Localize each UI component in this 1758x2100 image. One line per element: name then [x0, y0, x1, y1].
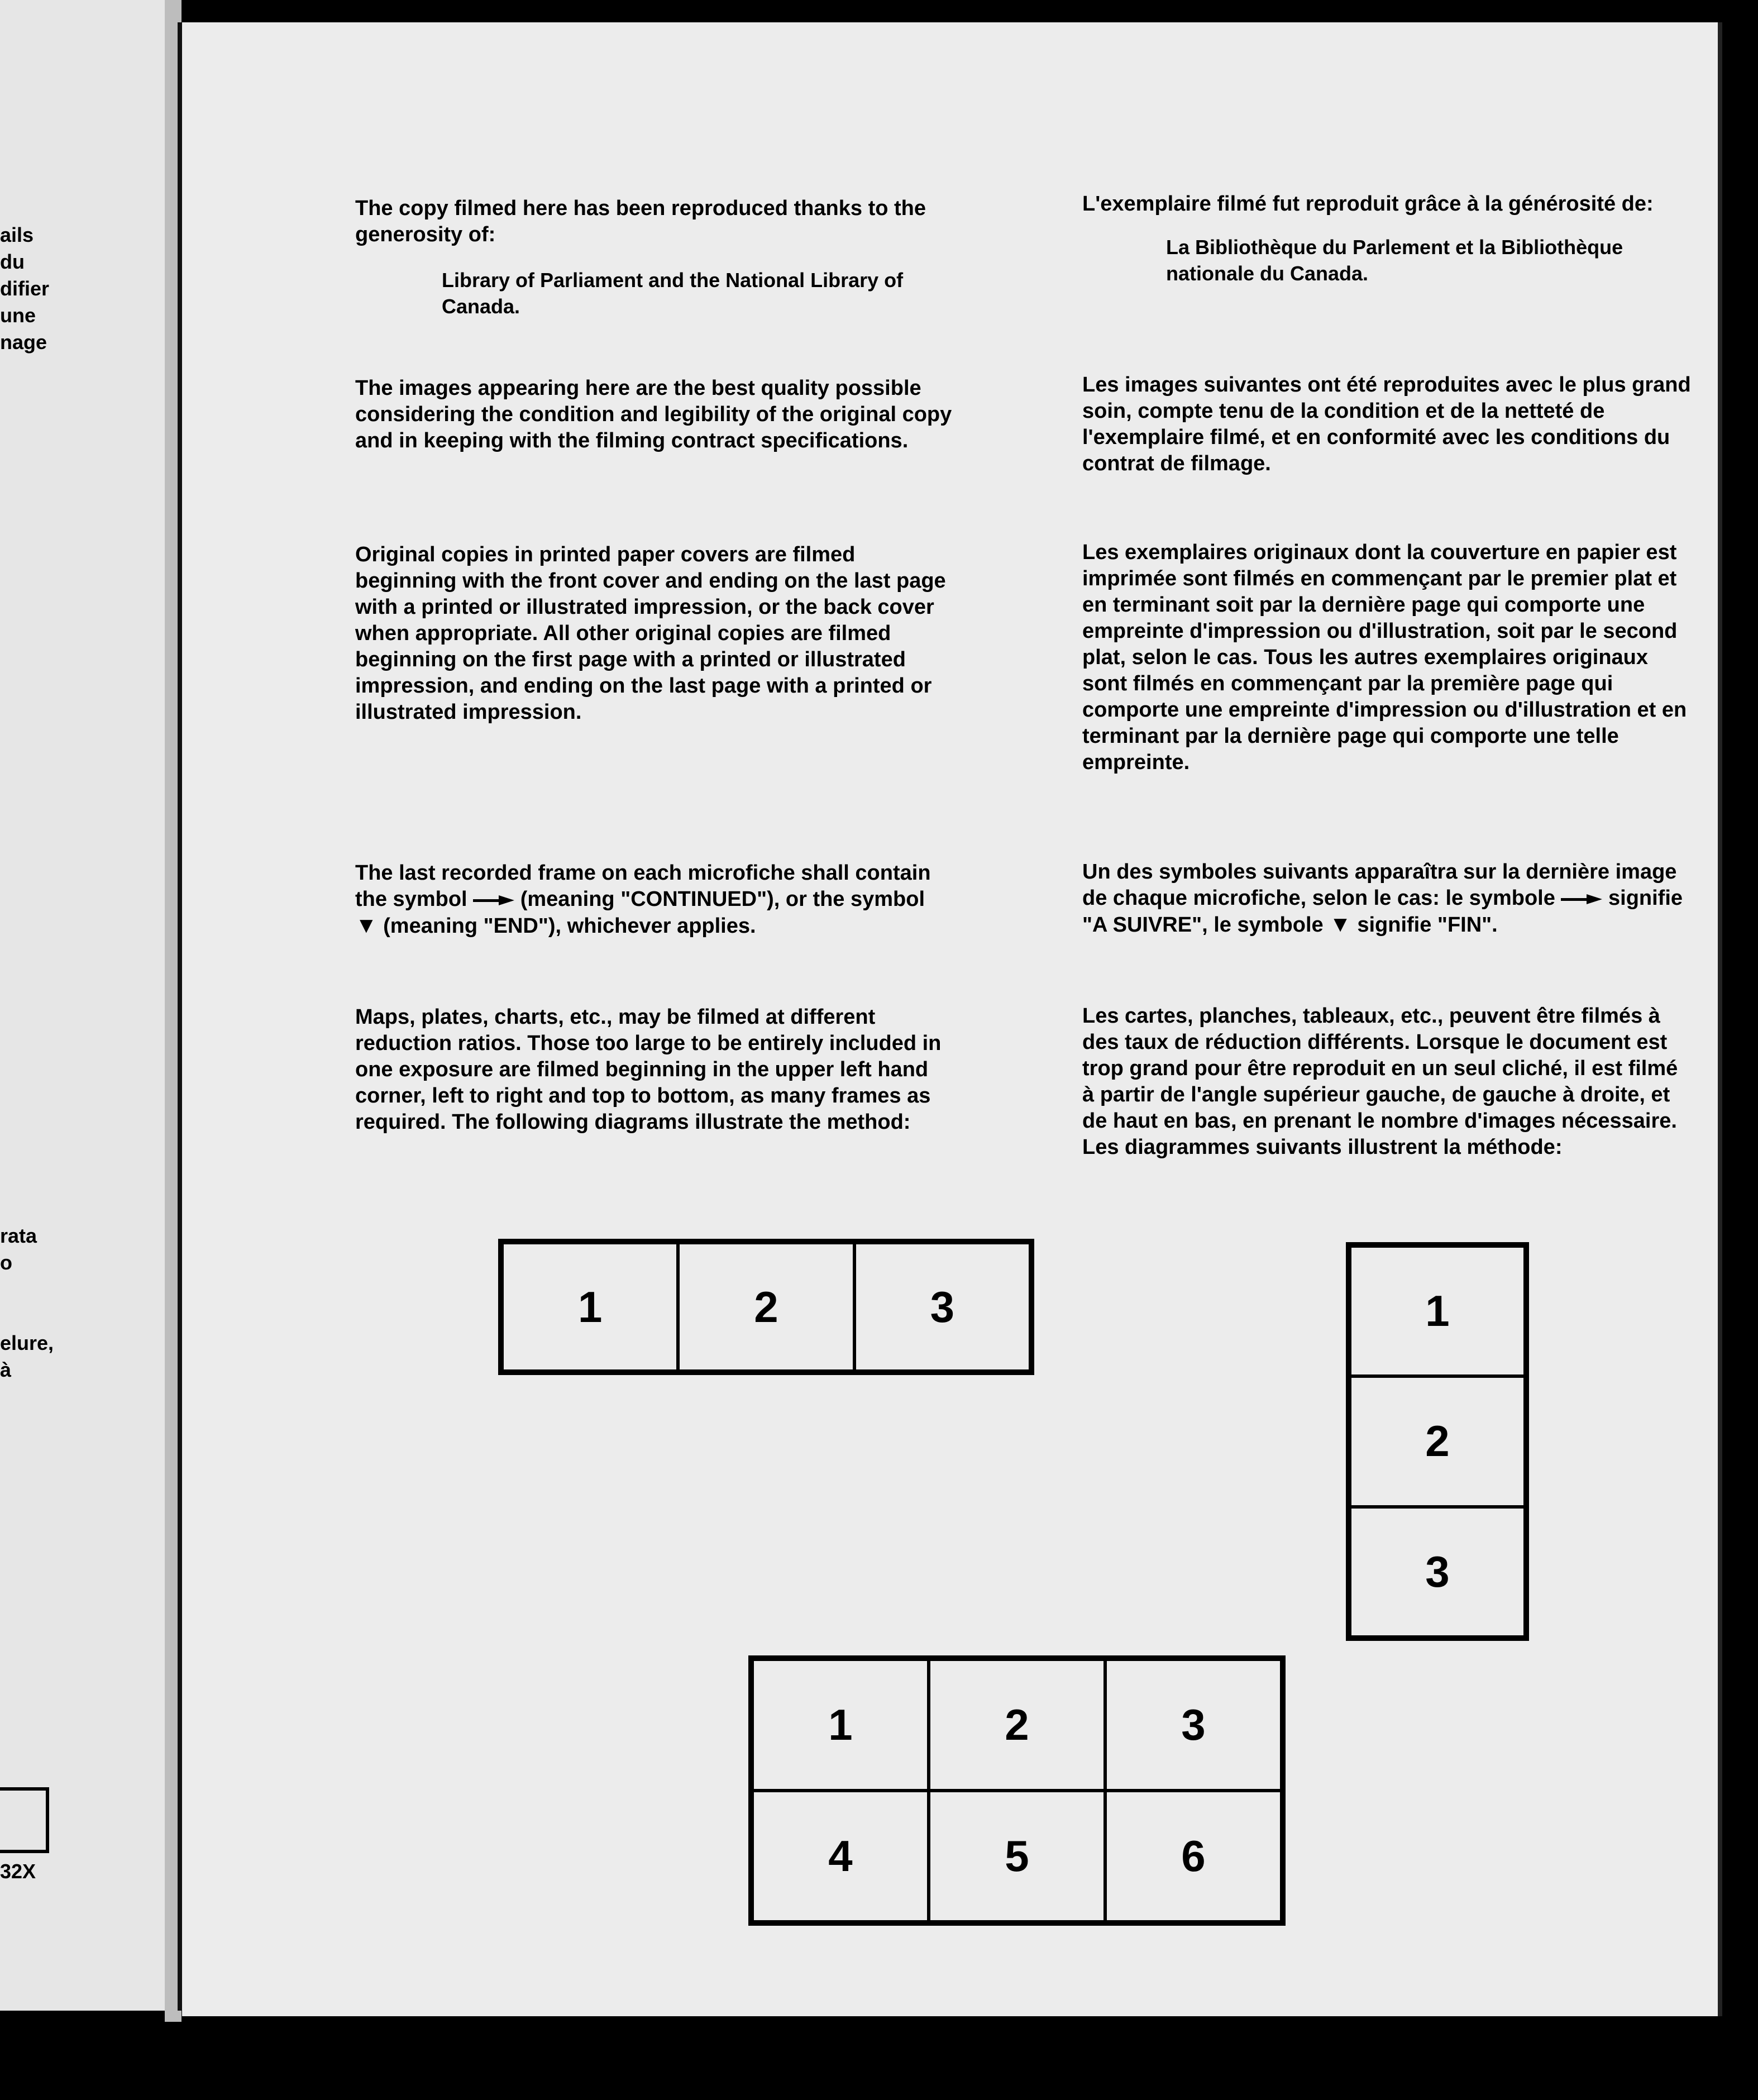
english-column: [355, 375, 953, 454]
suivre-arrow-icon: [1561, 894, 1602, 904]
vertical-frame-diagram: [1346, 1242, 1529, 1641]
frame-cell: 5: [929, 1791, 1105, 1922]
gutter-line: [178, 22, 182, 2011]
grid-frame-diagram: [748, 1655, 1286, 1926]
french-column: [1082, 859, 1691, 938]
english-paragraph-2: The images appearing here are the best quality possible considering the condition and legibility of the original copy and in keeping with the filming contract specifications.: [355, 376, 952, 452]
fragment-line: rata: [0, 1224, 37, 1247]
english-paragraph-1: The copy filmed here has been reproduced thanks to the generosity of:: [355, 197, 926, 246]
french-symbol-text-c: signifie "FIN".: [1357, 913, 1498, 937]
french-column: [1082, 540, 1691, 776]
ratio-label: 32X: [0, 1860, 36, 1883]
english-symbol-text-b: (meaning "CONTINUED"), or the symbol: [520, 887, 925, 911]
french-paragraph-4: [1082, 859, 1691, 938]
ratio-box: [0, 1787, 49, 1853]
english-column: [355, 195, 953, 319]
french-paragraph-2: Les images suivantes ont été reproduites avec le plus grand soin, compte tenu de la condition et de la netteté de l'exemplaire filmé, et en conformité avec les conditions du contrat de filmage.: [1082, 373, 1691, 475]
english-paragraph-3: Original copies in printed paper covers are filmed beginning with the front cover and ending on the last page with a printed or illustrated impression, or the back cover when appropriate. All other original copies are filmed beginning on the first page with a printed or illustrated impression, and ending on the last page with a printed or illustrated impression.: [355, 543, 946, 724]
french-paragraph-3: Les exemplaires originaux dont la couverture en papier est imprimée sont filmés en commençant par le premier plat et en terminant soit par la dernière page qui comporte une empreinte d'impression ou d'illustration, soit par le second plat, selon le cas. Tous les autres exemplaires originaux sont filmés en commençant par la première page qui comporte une empreinte d'impression ou d'illustration et en terminant par la dernière page qui comporte une telle empreinte.: [1082, 541, 1687, 774]
fin-triangle-icon: ▼: [1329, 912, 1351, 937]
frame-cell: 2: [1350, 1376, 1525, 1506]
microfiche-notice-page: [182, 22, 1718, 2016]
frame-cell: 3: [854, 1243, 1030, 1371]
fragment-line: ails: [0, 223, 34, 246]
frame-cell: 1: [752, 1659, 929, 1791]
english-column: [355, 542, 953, 726]
frame-cell: 2: [929, 1659, 1105, 1791]
frame-cell: 1: [502, 1243, 678, 1371]
french-column: [1082, 1003, 1691, 1161]
french-column: [1082, 372, 1691, 477]
frame-cell: 1: [1350, 1246, 1525, 1376]
fragment-line: o: [0, 1251, 12, 1274]
previous-page-fragment: [0, 0, 165, 2011]
french-symbol-text-a: Un des symboles suivants apparaîtra sur la dernière image de chaque microfiche, selon le cas: le symbole: [1082, 860, 1677, 910]
fragment-line: à: [0, 1358, 12, 1381]
english-institution: Library of Parliament and the National Library of Canada.: [442, 269, 904, 318]
horizontal-frame-diagram: [498, 1239, 1034, 1375]
english-paragraph-5: Maps, plates, charts, etc., may be filmed at different reduction ratios. Those too large to be entirely included in one exposure are filmed beginning in the upper left hand corner, left to right and top to bottom, as many frames as required. The following diagrams illustrate the method:: [355, 1005, 942, 1134]
continued-arrow-icon: [473, 895, 514, 905]
frame-cell: 4: [752, 1791, 929, 1922]
fragment-line: du: [0, 250, 25, 273]
frame-cell: 3: [1105, 1659, 1282, 1791]
english-symbol-text-a: The last recorded frame on each microfiche shall contain the symbol: [355, 861, 931, 911]
french-paragraph-5: Les cartes, planches, tableaux, etc., peuvent être filmés à des taux de réduction différents. Lorsque le document est trop grand pour être reproduit en un seul cliché, il est filmé à partir de l'angle supérieur gauche, de gauche à droite, et de haut en bas, en prenant le nombre d'images nécessaire. Les diagrammes suivants illustrent la méthode:: [1082, 1004, 1678, 1159]
frame-cell: 2: [678, 1243, 854, 1371]
english-symbol-text-c: (meaning "END"), whichever applies.: [383, 914, 756, 938]
french-paragraph-1: L'exemplaire filmé fut reproduit grâce à la générosité de:: [1082, 192, 1654, 216]
fragment-line: difier: [0, 277, 50, 300]
fragment-line: une: [0, 304, 36, 327]
frame-cell: 6: [1105, 1791, 1282, 1922]
french-column: [1082, 191, 1691, 287]
french-institution: La Bibliothèque du Parlement et la Bibliothèque nationale du Canada.: [1166, 236, 1623, 285]
fragment-line: elure,: [0, 1331, 54, 1354]
french-symbol-text-b: signifie "A SUIVRE", le symbole: [1082, 886, 1683, 937]
page-edge: [1718, 22, 1722, 2016]
end-triangle-icon: ▼: [355, 913, 378, 938]
fragment-line: nage: [0, 331, 47, 354]
english-column: [355, 1004, 953, 1135]
english-paragraph-4: [355, 860, 953, 939]
english-column: [355, 860, 953, 939]
frame-cell: 3: [1350, 1507, 1525, 1637]
